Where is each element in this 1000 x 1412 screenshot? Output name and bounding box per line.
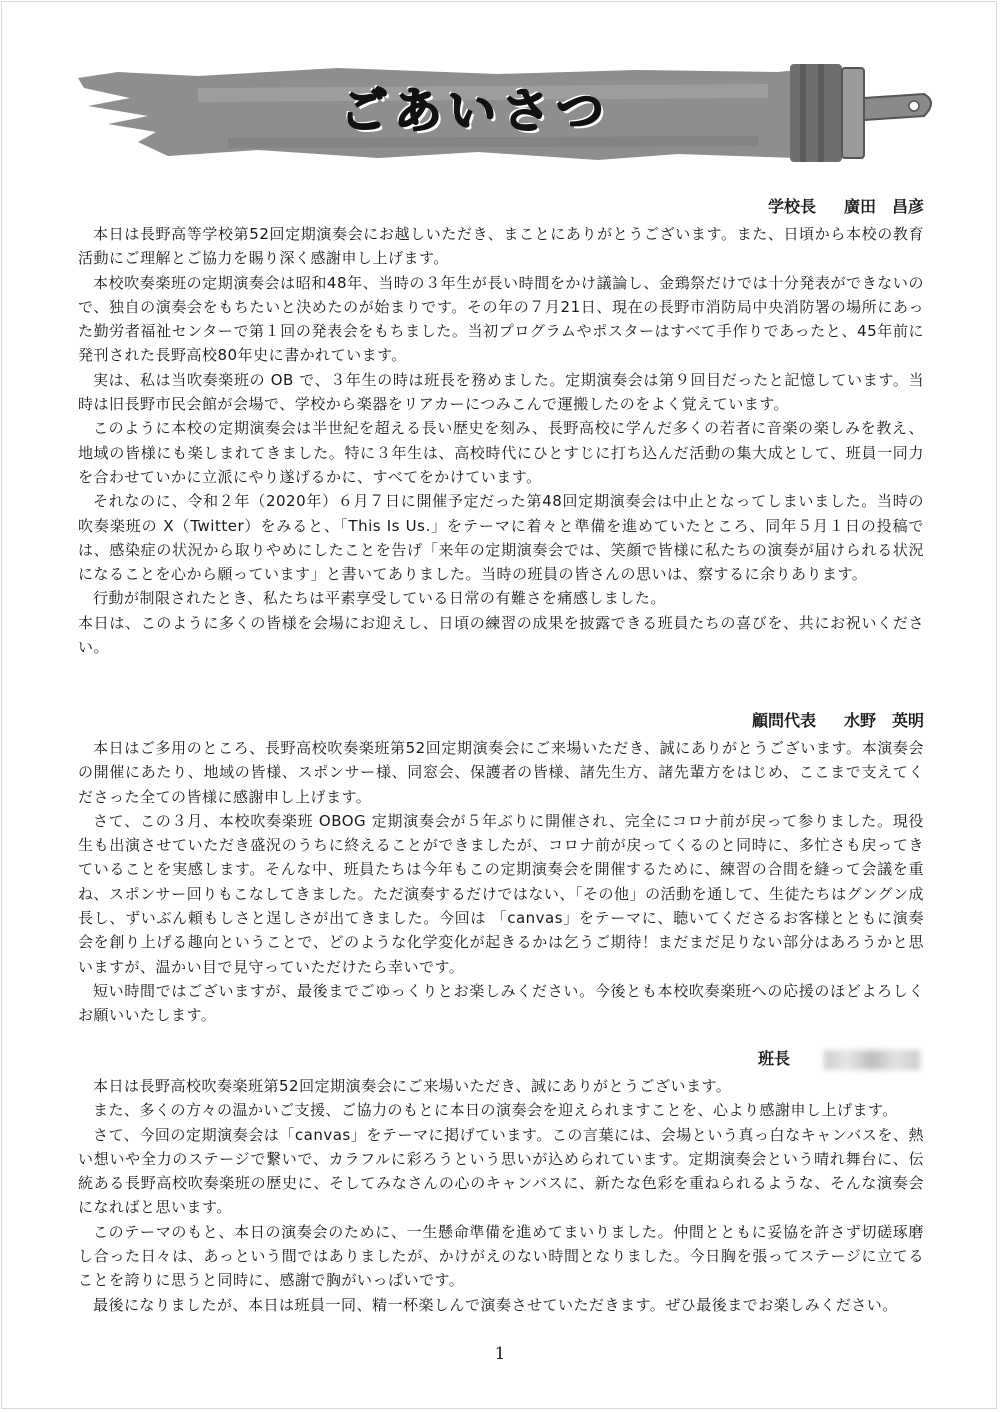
paragraph: それなのに、令和２年（2020年）６月７日に開催予定だった第48回定期演奏会は中止となってしまいました。当時の吹奏楽班の X（Twitter）をみると、「This Is Us.」をテーマに着々と準備を進めていたところ、同年５月１日の投稿では、感染症の状況から取りやめにしたことを告げ「来年の定期演奏会では、笑顔で皆様に私たちの演奏が届けられる状況になることを心から願っています」と書いてありました。当時の班員の皆さんの思いは、察するに余りあります。 (78, 492, 924, 584)
paragraph: さて、この３月、本校吹奏楽班 OBOG 定期演奏会が５年ぶりに開催され、完全にコロナ前が戻って参りました。現役生も出演させていただき盛況のうちに終えることができましたが、コロナ前が戻ってくるのと同時に、多忙さも戻ってきていることを実感します。そんな中、班員たちは今年もこの定期演奏会を開催するために、練習の合間を縫って会議を重ね、スポンサー回りもこなしてきました。ただ演奏するだけではない、「その他」の活動を通して、生徒たちはグングン成長し、ずいぶん頼もしさと逞しさが出てきました。今回は 「canvas」をテーマに、聴いてくださるお客様とともに演奏会を創り上げる趣向ということで、どのような化学変化が起きるかは乞うご期待！まだまだ足りない部分はあろうかと思いますが、温かい目で見守っていただけたら幸いです。 (78, 811, 924, 976)
paragraph: 最後になりましたが、本日は班員一同、精一杯楽しんで演奏させていただきます。ぜひ最後までお楽しみください。 (93, 1295, 898, 1314)
paragraph: また、多くの方々の温かいご支援、ご協力のもとに本日の演奏会を迎えられますことを、心より感謝申し上げます。 (93, 1101, 898, 1120)
greeting-section-advisor (78, 706, 924, 1028)
signature-line (78, 1044, 924, 1074)
paragraph: 短い時間ではございますが、最後までごゆっくりとお楽しみください。今後とも本校吹奏楽班への応援のほどよろしくお願いいたします。 (78, 981, 924, 1025)
paragraph: 本日は、このように多くの皆様を会場にお迎えし、日頃の練習の成果を披露できる班員たちの喜びを、共にお祝いください。 (78, 613, 924, 657)
signer-role: 顧問代表 (751, 711, 816, 730)
page-title: ごあいさつ (340, 83, 611, 139)
page-number: 1 (494, 1344, 506, 1364)
signer-role: 学校長 (767, 197, 816, 216)
greeting-section-principal (78, 192, 924, 659)
signer-name: 水野 英明 (843, 711, 924, 730)
signature-line (78, 192, 924, 222)
greeting-section-leader (78, 1044, 924, 1317)
paragraph: 本校吹奏楽班の定期演奏会は昭和48年、当時の３年生が長い時間をかけ議論し、金鵄祭だけでは十分発表ができないので、独自の演奏会をもちたいと決めたのが始まりです。その年の７月21日、現在の長野市消防局中央消防署の場所にあった勤労者福祉センターで第１回の発表会をもちました。当初プログラムやポスターはすべて手作りであったと、45年前に発刊された長野高校80年史に書かれています。 (78, 273, 924, 365)
paragraph: 行動が制限されたとき、私たちは平素享受している日常の有難さを痛感しました。 (93, 589, 666, 608)
paragraph: 本日は長野高等学校第52回定期演奏会にお越しいただき、まことにありがとうございます。また、日頃から本校の教育活動にご理解とご協力を賜り深く感謝申し上げます。 (78, 225, 924, 268)
paragraph: 本日は長野高校吹奏楽班第52回定期演奏会にご来場いただき、誠にありがとうございます。 (93, 1077, 732, 1095)
paragraph: 実は、私は当吹奏楽班の OB で、３年生の時は班長を務めました。定期演奏会は第９回目だったと記憶しています。当時は旧長野市民会館が会場で、学校から楽器をリアカーにつみこんで運搬したのをよく覚えています。 (78, 370, 924, 414)
redacted-name (824, 1050, 920, 1070)
signer-name: 廣田 昌彦 (843, 197, 924, 216)
signature-line (78, 706, 924, 736)
paragraph: さて、今回の定期演奏会は「canvas」をテーマに掲げています。この言葉には、会場という真っ白なキャンバスを、熱い想いや全力のステージで繋いで、カラフルに彩ろうという思いが込められています。定期演奏会という晴れ舞台に、伝統ある長野高校吹奏楽班の歴史に、そしてみなさんの心のキャンバスに、新たな色彩を重ねられるような、そんな演奏会になればと思います。 (78, 1125, 924, 1217)
paragraph: 本日はご多用のところ、長野高校吹奏楽班第52回定期演奏会にご来場いただき、誠にありがとうございます。本演奏会の開催にあたり、地域の皆様、スポンサー様、同窓会、保護者の皆様、諸先生方、諸先輩方をはじめ、ここまで支えてくださった全ての皆様に感謝申し上げます。 (78, 739, 924, 806)
paragraph: このように本校の定期演奏会は半世紀を超える長い歴史を刻み、長野高校に学んだ多くの若者に音楽の楽しみを教え、地域の皆様にも楽しまれてきました。特に３年生は、高校時代にひとすじに打ち込んだ活動の集大成として、班員一同力を合わせていかに立派にやり遂げるかに、すべてをかけています。 (78, 419, 924, 486)
paragraph: このテーマのもと、本日の演奏会のために、一生懸命準備を進めてまいりました。仲間とともに妥協を許さず切磋琢磨し合った日々は、あっという間ではありましたが、かけがえのない時間となりました。今日胸を張ってステージに立てることを誇りに思うと同時に、感謝で胸がいっぱいです。 (78, 1222, 924, 1290)
signer-role: 班長 (757, 1049, 790, 1068)
